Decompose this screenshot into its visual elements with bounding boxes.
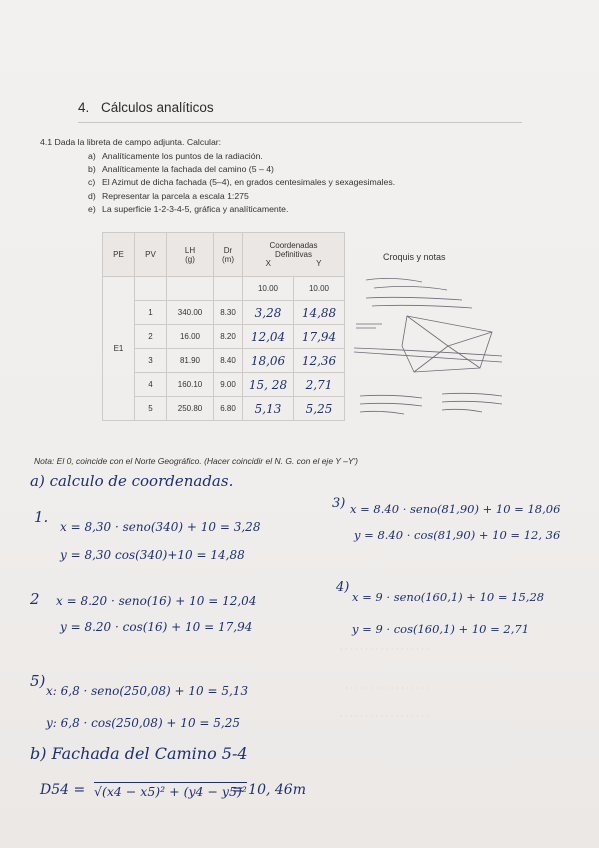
distance-formula: √(x4 − x5)² + (y4 − y5)² (94, 784, 247, 799)
col-lh (167, 233, 214, 277)
empty-cell (135, 277, 167, 301)
distance-result: = 10, 46m (232, 782, 306, 798)
table-row (103, 325, 345, 349)
coords-label-2: Definitivas (275, 250, 312, 259)
col-lh-unit: (g) (185, 254, 195, 264)
row-lh: 16.00 (167, 325, 214, 349)
row-pv: 3 (135, 349, 167, 373)
radiation-line (448, 332, 492, 346)
exercise-item (88, 190, 395, 203)
bleed-through-text: · · · · · · · · · · · · · · · · · · (340, 684, 430, 693)
north-note: Nota: El 0, coincide con el Norte Geográfico. (Hacer coincidir el N. G. con el eje Y –Y') (34, 456, 358, 466)
radiation-line (448, 346, 480, 368)
exercise-intro: 4.1 Dada la libreta de campo adjunta. Calcular: (40, 137, 222, 147)
row-pv: 1 (135, 301, 167, 325)
col-x: X (265, 259, 271, 268)
col-dr-label: Dr (223, 245, 233, 255)
calc-1-y: y = 8,30 cos(340)+10 = 14,88 (60, 548, 245, 562)
radiation-line (414, 346, 448, 372)
calc-3-x: x = 8.40 · seno(81,90) + 10 = 18,06 (350, 502, 561, 516)
radiation-line (407, 316, 448, 346)
row-x: 5,13 (243, 397, 294, 421)
road-line (354, 348, 502, 362)
col-lh-label: LH (184, 245, 196, 255)
row-y: 5,25 (294, 397, 345, 421)
table-row (103, 301, 345, 325)
sketch-scribble (366, 278, 447, 290)
item-letter: c) (88, 177, 96, 188)
origin-x: 10.00 (243, 277, 294, 301)
row-dr: 9.00 (214, 373, 243, 397)
calc-3-y: y = 8.40 · cos(81,90) + 10 = 12, 36 (354, 528, 561, 542)
col-pv: PV (135, 233, 167, 277)
coords-label: Coordenadas (269, 241, 318, 250)
calc-4-label: 4) (336, 580, 350, 595)
calc-5-x: x: 6,8 · seno(250,08) + 10 = 5,13 (46, 684, 249, 698)
table-row (103, 349, 345, 373)
item-letter: e) (88, 203, 96, 214)
row-dr: 8.20 (214, 325, 243, 349)
calc-2-x: x = 8.20 · seno(16) + 10 = 12,04 (56, 594, 257, 608)
item-letter: a) (88, 151, 96, 161)
row-x: 18,06 (243, 349, 294, 373)
col-dr (214, 233, 243, 277)
sketch-scribble (356, 324, 382, 328)
row-dr: 8.30 (214, 301, 243, 325)
row-lh: 250.80 (167, 397, 214, 421)
sketch-scribble (366, 297, 472, 308)
row-dr: 8.40 (214, 349, 243, 373)
section-heading (78, 100, 522, 123)
col-dr-unit: (m) (222, 254, 234, 264)
exercise-item (88, 163, 395, 176)
empty-cell (167, 277, 214, 301)
row-pv: 2 (135, 325, 167, 349)
calc-2-y: y = 8.20 · cos(16) + 10 = 17,94 (60, 620, 253, 634)
col-coords (243, 233, 345, 277)
row-lh: 81.90 (167, 349, 214, 373)
item-text: Representar la parcela a escala 1:275 (102, 190, 249, 201)
station-cell: E1 (103, 277, 135, 421)
item-text: La superficie 1-2-3-4-5, gráfica y analíticamente. (102, 203, 289, 214)
item-text: Analíticamente los puntos de la radiación. (102, 151, 263, 161)
row-y: 2,71 (294, 373, 345, 397)
table-row (103, 397, 345, 421)
calc-1-x: x = 8,30 · seno(340) + 10 = 3,28 (60, 520, 261, 534)
origin-y: 10.00 (294, 277, 345, 301)
item-text: Analíticamente la fachada del camino (5 – 4) (102, 164, 274, 175)
row-pv: 4 (135, 373, 167, 397)
row-y: 17,94 (294, 325, 345, 349)
calc-5-label: 5) (30, 672, 46, 690)
distance-label: D54 = (40, 782, 86, 798)
parcel-outline (402, 316, 492, 372)
row-pv: 5 (135, 397, 167, 421)
row-y: 14,88 (294, 301, 345, 325)
row-x: 3,28 (243, 301, 294, 325)
exercise-items (88, 150, 395, 216)
col-y: Y (316, 259, 322, 268)
calc-2-label: 2 (30, 590, 40, 608)
item-letter: d) (88, 190, 96, 201)
row-lh: 160.10 (167, 373, 214, 397)
sketch-notes (360, 393, 502, 414)
table-row (103, 373, 345, 397)
empty-cell (214, 277, 243, 301)
row-dr: 6.80 (214, 397, 243, 421)
exercise-item (88, 203, 395, 216)
item-letter: b) (88, 164, 96, 175)
bleed-through-text: · · · · · · · · · · · · · · · · · · (340, 712, 430, 721)
exercise-item (88, 176, 395, 189)
heading-a: a) calculo de coordenadas. (30, 472, 234, 490)
heading-b: b) Fachada del Camino 5-4 (30, 744, 248, 763)
row-lh: 340.00 (167, 301, 214, 325)
calc-4-x: x = 9 · seno(160,1) + 10 = 15,28 (352, 590, 545, 604)
section-number: 4. (78, 100, 90, 115)
section-title: Cálculos analíticos (101, 100, 214, 115)
row-x: 12,04 (243, 325, 294, 349)
field-notebook-table (102, 232, 345, 421)
bleed-through-text: · · · · · · · · · · · · · · · · · · (340, 645, 430, 654)
exercise-item (88, 150, 395, 163)
parcel-sketch (352, 276, 512, 436)
croquis-title: Croquis y notas (383, 252, 446, 262)
calc-5-y: y: 6,8 · cos(250,08) + 10 = 5,25 (46, 716, 240, 730)
col-pe: PE (103, 233, 135, 277)
row-y: 12,36 (294, 349, 345, 373)
row-x: 15, 28 (243, 373, 294, 397)
item-text: El Azimut de dicha fachada (5–4), en grados centesimales y sexagesimales. (102, 177, 396, 188)
calc-3-label: 3) (332, 496, 346, 511)
calc-4-y: y = 9 · cos(160,1) + 10 = 2,71 (352, 622, 530, 636)
calc-1-label: 1. (34, 508, 49, 526)
